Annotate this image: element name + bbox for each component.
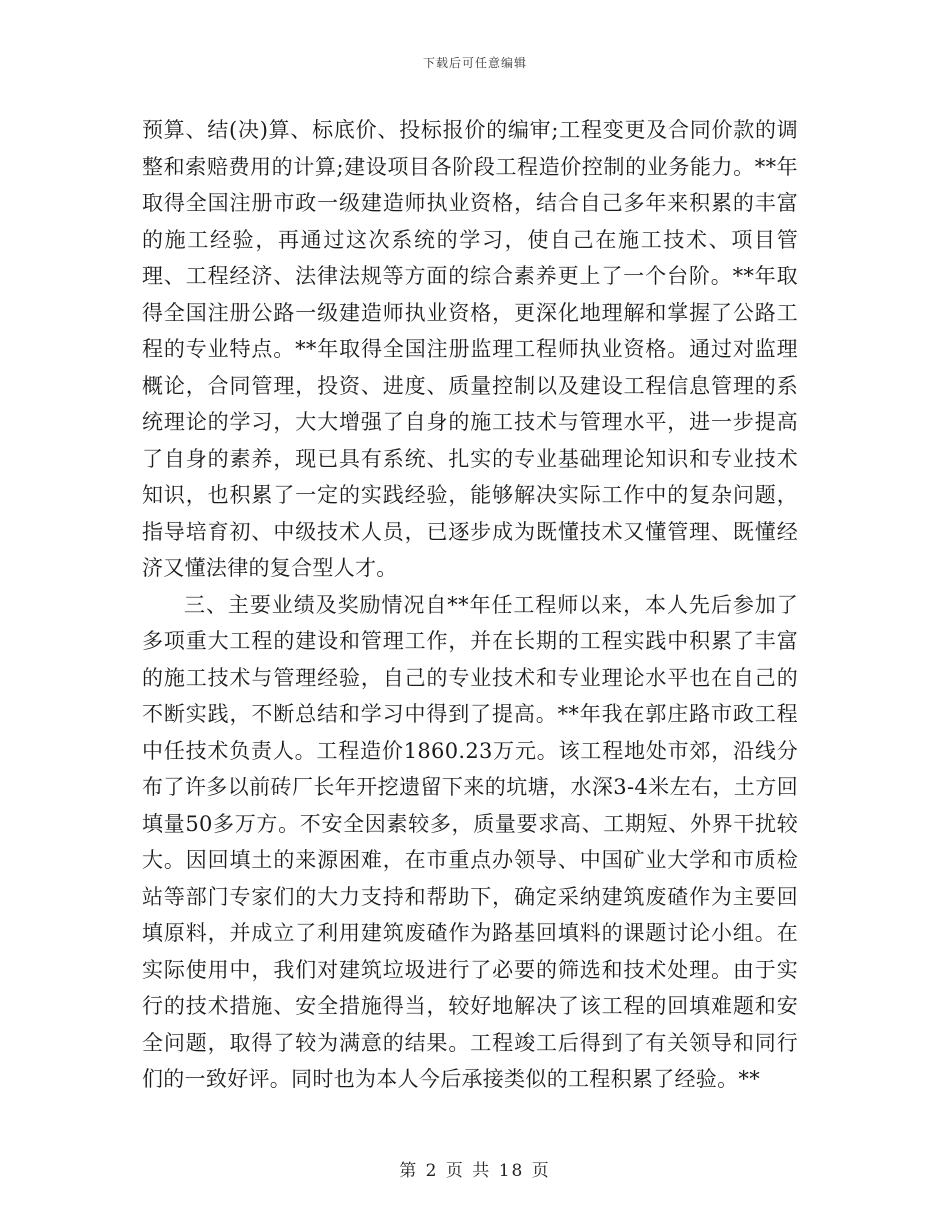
document-body — [142, 112, 798, 1098]
page-number: 第 2 页 共 18 页 — [399, 1161, 551, 1181]
page-header: 下载后可任意编辑 — [422, 56, 527, 70]
paragraph-qualifications: 预算、结(决)算、标底价、投标报价的编审;工程变更及合同价款的调整和索赔费用的计算;建设项目各阶段工程造价控制的业务能力。**年取得全国注册市政一级建造师执业资格，结合自己多年来积累的丰富的施工经验，再通过这次系统的学习，使自己在施工技术、项目管理、工程经济、法律法规等方面的综合素养更上了一个台阶。**年取得全国注册公路一级建造师执业资格，更深化地理解和掌握了公路工程的专业特点。**年取得全国注册监理工程师执业资格。通过对监理概论，合同管理，投资、进度、质量控制以及建设工程信息管理的系统理论的学习，大大增强了自身的施工技术与管理水平，进一步提高了自身的素养，现已具有系统、扎实的专业基础理论知识和专业技术知识，也积累了一定的实践经验，能够解决实际工作中的复杂问题，指导培育初、中级技术人员，已逐步成为既懂技术又懂管理、既懂经济又懂法律的复合型人才。 — [142, 118, 798, 580]
paragraph-achievements: 三、主要业绩及奖励情况自**年任工程师以来，本人先后参加了多项重大工程的建设和管理工作，并在长期的工程实践中积累了丰富的施工技术与管理经验，自己的专业技术和专业理论水平也在自己的不断实践，不断总结和学习中得到了提高。**年我在郭庄路市政工程中任技术负责人。工程造价1860.23万元。该工程地处市郊，沿线分布了许多以前砖厂长年开挖遗留下来的坑塘，水深3-4米左右，土方回填量50多万方。不安全因素较多，质量要求高、工期短、外界干扰较大。因回填土的来源困难，在市重点办领导、中国矿业大学和市质检站等部门专家们的大力支持和帮助下，确定采纳建筑废碴作为主要回填原料，并成立了利用建筑废碴作为路基回填料的课题讨论小组。在实际使用中，我们对建筑垃圾进行了必要的筛选和技术处理。由于实行的技术措施、安全措施得当，较好地解决了该工程的回填难题和安全问题，取得了较为满意的结果。工程竣工后得到了有关领导和同行们的一致好评。同时也为本人今后承接类似的工程积累了经验。** — [142, 592, 798, 1091]
